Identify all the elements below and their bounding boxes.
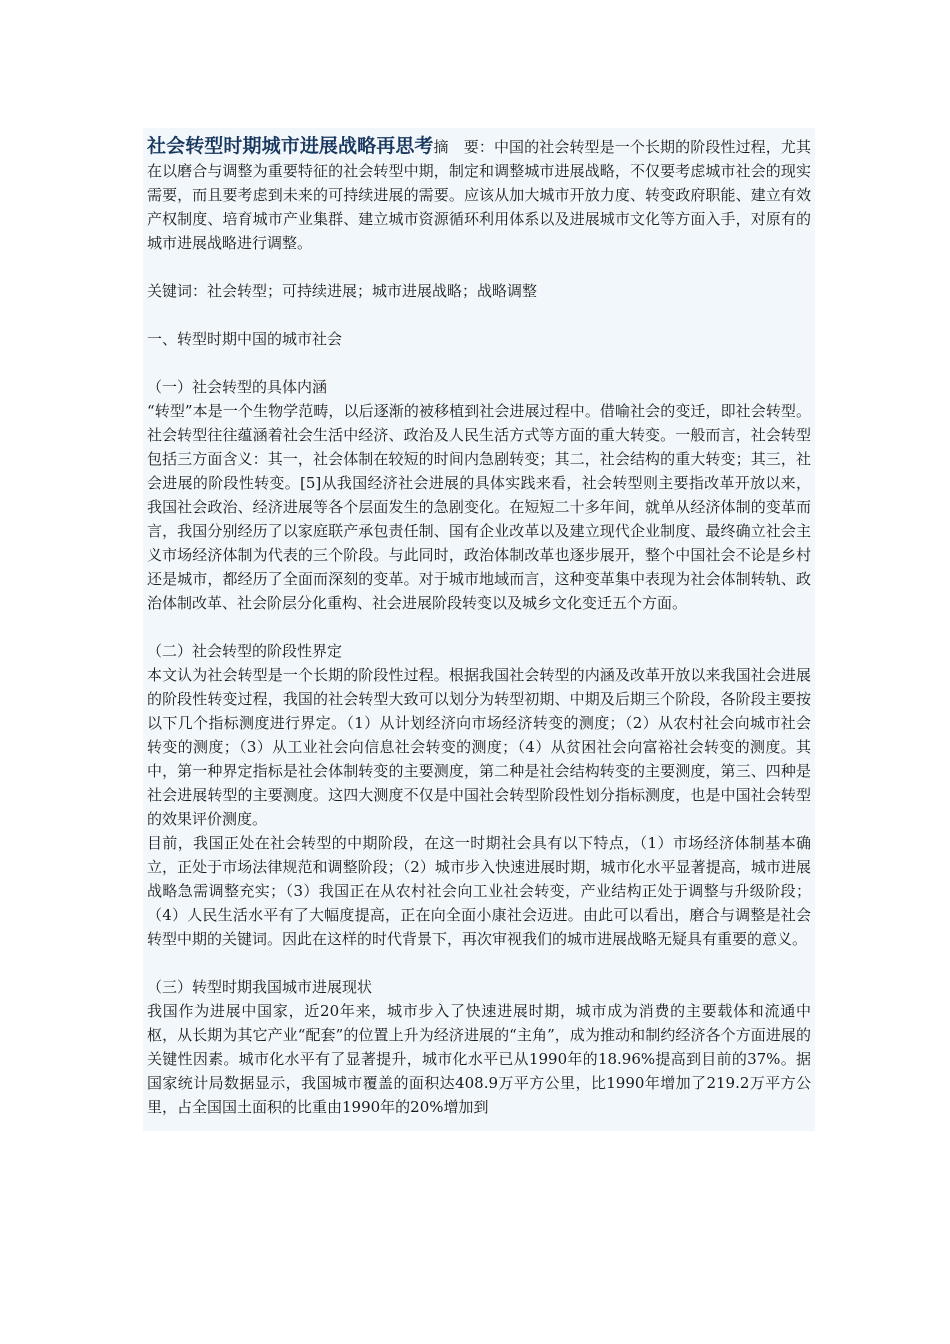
title-abstract-paragraph (147, 134, 811, 255)
document-body (143, 128, 815, 1131)
paragraph-current-stage: 目前，我国正处在社会转型的中期阶段，在这一时期社会具有以下特点，（1）市场经济体制基本确立，正处于市场法律规范和调整阶段；（2）城市步入快速进展时期，城市化水平显著提高，城市进展战略急需调整充实；（3）我国正在从农村社会向工业社会转变，产业结构正处于调整与升级阶段；（4）人民生活水平有了大幅度提高，正在向全面小康社会迈进。由此可以看出，磨合与调整是社会转型中期的关键词。因此在这样的时代背景下，再次审视我们的城市进展战略无疑具有重要的意义。 (147, 834, 811, 948)
subsection-heading-3: （三）转型时期我国城市进展现状 (147, 978, 373, 996)
paragraph-city-status: 我国作为进展中国家，近20年来，城市步入了快速进展时期，城市成为消费的主要载体和流通中枢，从长期为其它产业“配套”的位置上升为经济进展的“主角”，成为推动和制约经济各个方面进展的关键性因素。城市化水平有了显著提升，城市化水平已从1990年的18.96%提高到目前的37%。据国家统计局数据显示，我国城市覆盖的面积达408.9万平方公里，比1990年增加了219.2万平方公里，占全国国土面积的比重由1990年的20%增加到 (147, 1002, 811, 1116)
paragraph-stage-definition: 本文认为社会转型是一个长期的阶段性过程。根据我国社会转型的内涵及改革开放以来我国社会进展的阶段性转变过程，我国的社会转型大致可以划分为转型初期、中期及后期三个阶段，各阶段主要按以下几个指标测度进行界定。（1）从计划经济向市场经济转变的测度；（2）从农村社会向城市社会转变的测度；（3）从工业社会向信息社会转变的测度；（4）从贫困社会向富裕社会转变的测度。其中，第一种界定指标是社会体制转变的主要测度，第二种是社会结构转变的主要测度，第三、四种是社会进展转型的主要测度。这四大测度不仅是中国社会转型阶段性划分指标测度，也是中国社会转型的效果评价测度。 (147, 666, 811, 828)
subsection-heading-2: （二）社会转型的阶段性界定 (147, 642, 343, 660)
abstract-text: 摘 要：中国的社会转型是一个长期的阶段性过程，尤其在以磨合与调整为重要特征的社会转型中期，制定和调整城市进展战略，不仅要考虑城市社会的现实需要，而且要考虑到未来的可持续进展的需要。应该从加大城市开放力度、转变政府职能、建立有效产权制度、培育城市产业集群、建立城市资源循环利用体系以及进展城市文化等方面入手，对原有的城市进展战略进行调整。 (147, 138, 811, 252)
subsection-heading-1: （一）社会转型的具体内涵 (147, 378, 328, 396)
spacer (147, 615, 811, 639)
section-heading-1: 一、转型时期中国的城市社会 (147, 330, 343, 348)
paragraph-social-transformation: “转型”本是一个生物学范畴，以后逐渐的被移植到社会进展过程中。借喻社会的变迁，即社会转型。社会转型往往蕴涵着社会生活中经济、政治及人民生活方式等方面的重大转变。一般而言，社会转型包括三方面含义：其一，社会体制在较短的时间内急剧转变；其二，社会结构的重大转变；其三，社会进展的阶段性转变。[5]从我国经济社会进展的具体实践来看，社会转型则主要指改革开放以来，我国社会政治、经济进展等各个层面发生的急剧变化。在短短二十多年间，就单从经济体制的变革而言，我国分别经历了以家庭联产承包责任制、国有企业改革以及建立现代企业制度、最终确立社会主义市场经济体制为代表的三个阶段。与此同时，政治体制改革也逐步展开，整个中国社会不论是乡村还是城市，都经历了全面而深刻的变革。对于城市地域而言，这种变革集中表现为社会体制转轨、政治体制改革、社会阶层分化重构、社会进展阶段转变以及城乡文化变迁五个方面。 (147, 402, 811, 612)
spacer (147, 951, 811, 975)
keywords: 关键词：社会转型；可持续进展；城市进展战略；战略调整 (147, 282, 538, 300)
spacer (147, 351, 811, 375)
spacer (147, 255, 811, 279)
document-title: 社会转型时期城市进展战略再思考 (147, 135, 434, 157)
spacer (147, 303, 811, 327)
